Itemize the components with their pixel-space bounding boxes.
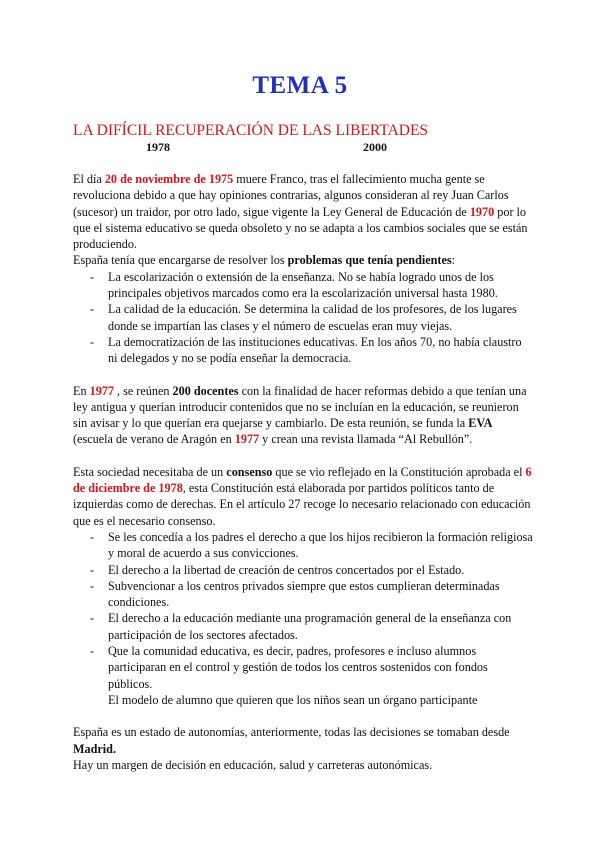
list-note: El modelo de alumno que quieren que los niños sean un órgano participante (108, 692, 478, 707)
spacer (73, 448, 533, 464)
list-item: - El derecho a la libertad de creación de centros concertados por el Estado. (108, 562, 533, 578)
page-title: TEMA 5 (252, 72, 348, 99)
rights-list (73, 529, 533, 708)
spacer (73, 708, 533, 724)
list-item: - Que la comunidad educativa, es decir, padres, profesores e incluso alumnos participaran en el control y gestión de todos los centros sostenidos con fondos públicos. (108, 643, 533, 692)
list-item: - La calidad de la educación. Se determina la calidad de los profesores, de los lugares donde se impartían las clases y el número de escuelas eran muy viejas. (108, 301, 533, 334)
text-run: , se reúnen (113, 383, 173, 398)
bold-text: problemas que tenía pendientes (287, 253, 452, 268)
text-run: (escuela de verano de Aragón en (73, 432, 235, 447)
list-item: - Se les concedía a los padres el derecho a que los hijos recibieron la formación religiosa y moral de acuerdo a sus convicciones. (108, 529, 533, 562)
paragraph-constitution (73, 464, 533, 529)
bold-text: consenso (226, 464, 273, 479)
bold-text: Madrid. (73, 741, 116, 756)
bold-text: EVA (468, 416, 493, 431)
list-item: - La democratización de las instituciones educativas. En los años 70, no había claustro ni delegados y no se podía enseñar la democracia. (108, 334, 533, 367)
bold-text: 200 docentes (172, 383, 239, 398)
list-item: - La escolarización o extensión de la enseñanza. No se había logrado unos de los principales objetivos marcados como era la escolarización universal hasta 1980. (108, 269, 533, 302)
paragraph-margin: Hay un margen de decisión en educación, salud y carreteras autonómicas. (73, 757, 433, 772)
paragraph-autonomies (73, 724, 533, 757)
highlight-year: 1977 (234, 432, 260, 447)
year-end: 2000 (363, 140, 387, 154)
text-run: que se vio reflejado en la Constitución aprobada el (272, 464, 526, 479)
text-run: por lo que el sistema educativo se queda obsoleto y no se adapta a los cambios sociales que se están produciendo. (73, 204, 528, 252)
text-run: : (451, 253, 456, 268)
text-run: El día (73, 172, 105, 186)
list-item: - El derecho a la educación mediante una programación general de la enseñanza con participación de los sectores afectados. (108, 610, 533, 643)
section-subtitle: LA DIFÍCIL RECUPERACIÓN DE LAS LIBERTADES (73, 122, 429, 139)
highlight-date: 20 de noviembre de 1975 (104, 172, 234, 186)
text-run: En (73, 383, 90, 398)
year-start: 1978 (146, 140, 170, 154)
document-body (73, 171, 533, 773)
text-run: muere Franco, tras el fallecimiento mucha gente se revoluciona debido a que hay opiniones contrarias, algunos consideran al rey Juan Carlos (sucesor) un traidor, por otro lado, sigue vigente la Ley General de Educación de (73, 172, 509, 219)
problems-list (73, 269, 533, 367)
text-run: España tenía que encargarse de resolver los (73, 253, 288, 268)
text-run: con la finalidad de hacer reformas debido a que tenían una ley antigua y querían introducir contenidos que no se incluían en la educación, se reunieron sin avisar y lo que querían era quejarse y cambiarlo. De esta reunión, se funda la (73, 383, 527, 431)
paragraph-1977 (73, 383, 533, 448)
highlight-date: 6 de diciembre de 1978 (73, 464, 532, 496)
text-run: , esta Constitución está elaborada por partidos políticos tanto de izquierdas como de derechas. En el artículo 27 recoge lo necesario relacionado con educación que es el necesario consenso. (73, 481, 531, 528)
list-item: - Subvencionar a los centros privados siempre que estos cumplieran determinadas condiciones. (108, 578, 533, 611)
text-run: España es un estado de autonomías, anteriormente, todas las decisiones se tomaban desde (73, 725, 510, 740)
spacer (73, 367, 533, 383)
highlight-year: 1970 (469, 204, 495, 219)
paragraph-problems-intro (73, 252, 533, 268)
paragraph-franco (73, 171, 533, 252)
highlight-year: 1977 (89, 383, 114, 398)
text-run: y crean una revista llamada “Al Rebullón”. (259, 432, 473, 447)
text-run: Esta sociedad necesitaba de un (73, 464, 227, 479)
